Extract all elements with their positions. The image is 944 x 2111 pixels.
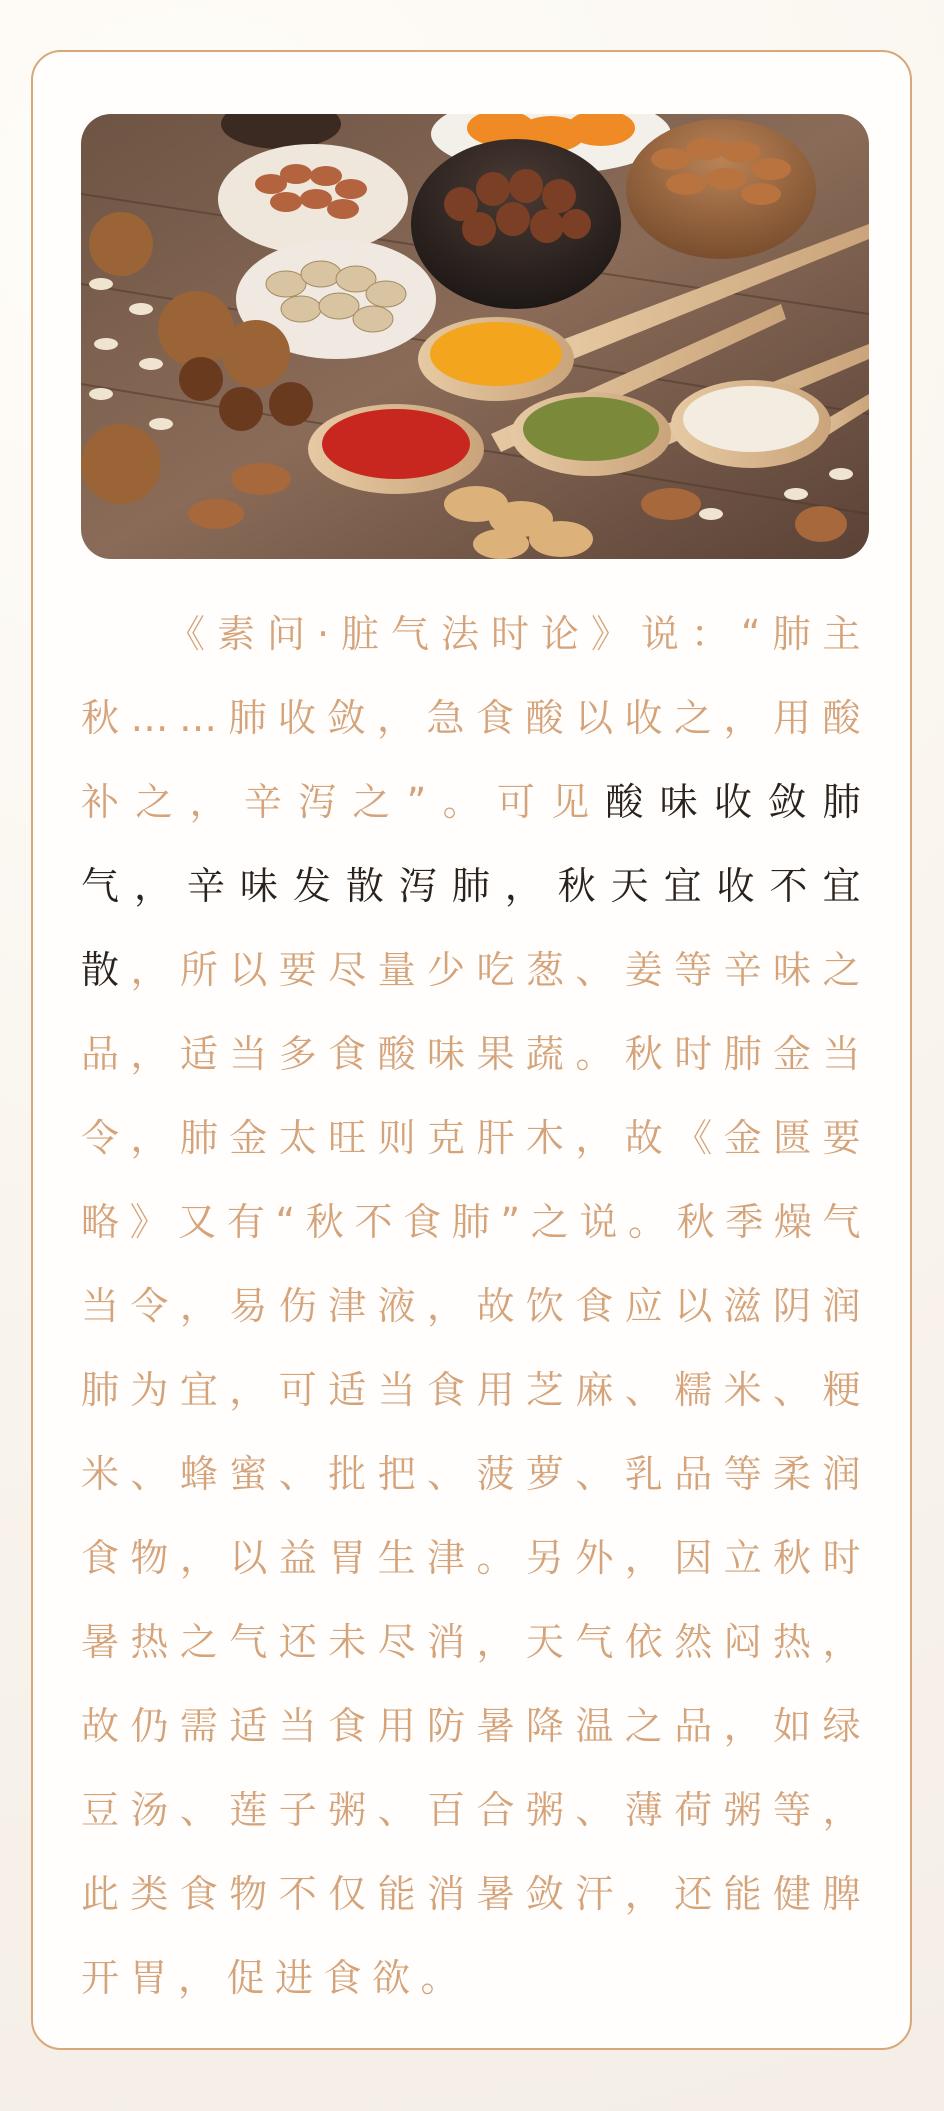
content-card — [31, 50, 912, 2050]
article-paragraph — [81, 592, 871, 2020]
article-text-emphasis: 酸味收敛肺气，辛味发散泻肺，秋天宜收不宜散 — [81, 780, 871, 992]
nuts-seeds-photo — [81, 114, 869, 559]
article-text-intro: 《素问·脏气法时论》说：“肺主秋……肺收敛，急食酸以收之，用酸补之，辛泻之”。可见 — [81, 612, 871, 824]
article-text-body: ，所以要尽量少吃葱、姜等辛味之品，适当多食酸味果蔬。秋时肺金当令，肺金太旺则克肝木，故《金匮要略》又有“秋不食肺”之说。秋季燥气当令，易伤津液，故饮食应以滋阴润肺为宜，可适当食用芝麻、糯米、粳米、蜂蜜、批把、菠萝、乳品等柔润食物，以益胃生津。另外，因立秋时暑热之气还未尽消，天气依然闷热，故仍需适当食用防暑降温之品，如绿豆汤、莲子粥、百合粥、薄荷粥等，此类食物不仅能消暑敛汗，还能健脾开胃，促进食欲。 — [81, 948, 871, 2000]
food-illustration — [81, 114, 869, 559]
